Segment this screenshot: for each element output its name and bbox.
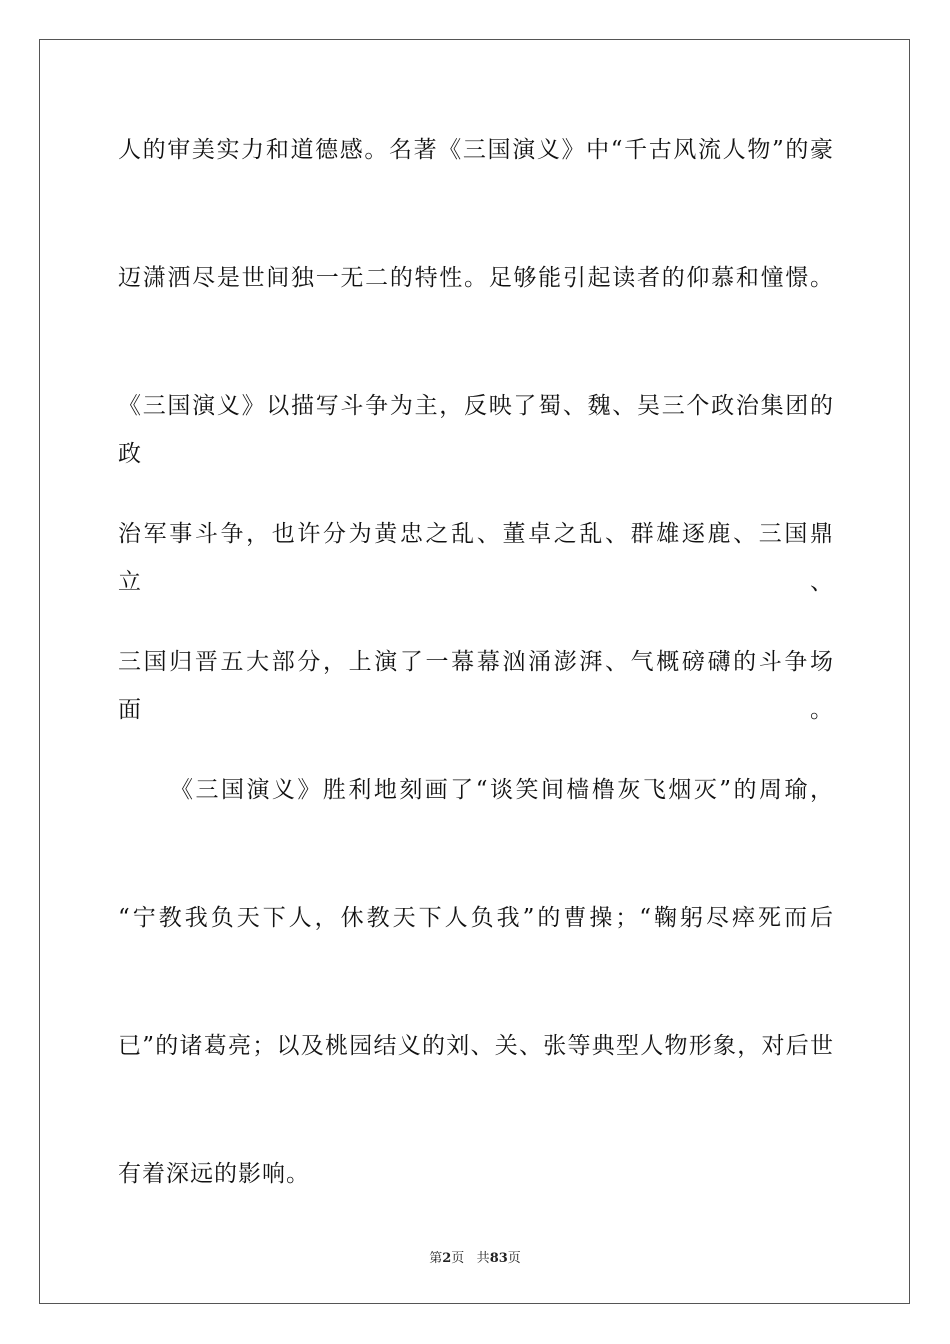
page-footer xyxy=(0,1247,950,1266)
page-suffix: 页 xyxy=(451,1251,465,1266)
text-line-6-indented: 《三国演义》胜利地刻画了“谈笑间樯橹灰飞烟灭”的周瑜， xyxy=(170,777,834,803)
text-line-9: 有着深远的影响。 xyxy=(118,1161,310,1187)
document-body xyxy=(118,126,834,1278)
total-pages: 83 xyxy=(489,1251,508,1266)
text-line-7: “宁教我负天下人，休教天下人负我”的曹操；“鞠躬尽瘁死而后 xyxy=(118,905,834,931)
text-line-4: 治军事斗争，也许分为黄忠之乱、董卓之乱、群雄逐鹿、三国鼎立、 xyxy=(118,521,834,595)
page-number: 2 xyxy=(442,1251,452,1266)
page-prefix: 第 xyxy=(429,1251,443,1266)
total-suffix: 页 xyxy=(507,1251,521,1266)
text-line-2: 迈潇洒尽是世间独一无二的特性。足够能引起读者的仰慕和憧憬。 xyxy=(118,265,834,291)
text-line-8: 已”的诸葛亮；以及桃园结义的刘、关、张等典型人物形象，对后世 xyxy=(118,1033,834,1059)
text-line-5: 三国归晋五大部分，上演了一幕幕汹涌澎湃、气概磅礴的斗争场面。 xyxy=(118,649,834,723)
text-line-3: 《三国演义》以描写斗争为主，反映了蜀、魏、吴三个政治集团的政 xyxy=(118,393,834,467)
text-line-1: 人的审美实力和道德感。名著《三国演义》中“千古风流人物”的豪 xyxy=(118,137,834,163)
total-prefix: 共 xyxy=(476,1251,490,1266)
